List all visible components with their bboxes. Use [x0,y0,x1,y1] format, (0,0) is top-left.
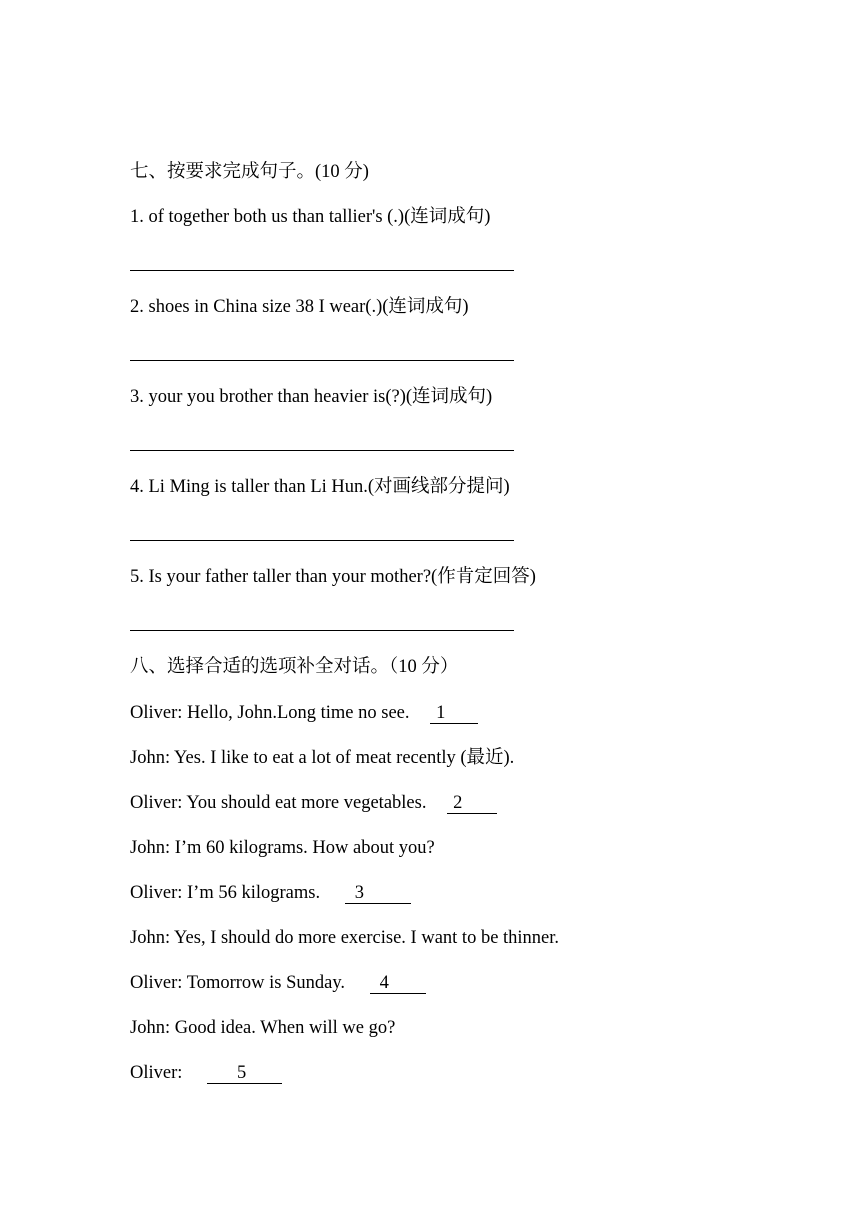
question-4: 4. Li Ming is taller than Li Hun.(对画线部分提问) [130,477,510,497]
dialogue-line-5 [130,882,411,904]
answer-line-3 [130,450,514,451]
answer-line-4 [130,540,514,541]
dialogue-line-6: John: Yes, I should do more exercise. I want to be thinner. [130,928,560,948]
dialogue-line-8: John: Good idea. When will we go? [130,1018,396,1038]
dialogue-line-1 [130,702,478,724]
dialogue-line-3 [130,792,497,814]
section-8-heading: 八、选择合适的选项补全对话。（10 分） [130,657,459,677]
dialogue-line-7 [130,972,426,994]
blank-number: 5 [237,1063,247,1083]
blank-2[interactable] [447,793,497,814]
dialogue-text: Oliver: [130,1063,183,1083]
dialogue-text: Oliver: You should eat more vegetables. [130,793,427,813]
answer-line-2 [130,360,514,361]
dialogue-line-9 [130,1062,282,1084]
question-3: 3. your you brother than heavier is(?)(连词成句) [130,387,493,407]
blank-1[interactable] [430,703,478,724]
question-5: 5. Is your father taller than your mother?(作肯定回答) [130,567,536,587]
section-7-heading: 七、按要求完成句子。(10 分) [130,162,369,182]
dialogue-text: Oliver: Tomorrow is Sunday. [130,973,346,993]
blank-number: 1 [436,703,446,723]
question-1: 1. of together both us than tallier's (.)(连词成句) [130,207,491,227]
answer-line-5 [130,630,514,631]
dialogue-text: Oliver: I’m 56 kilograms. [130,883,321,903]
blank-number: 4 [379,973,389,993]
blank-4[interactable] [370,973,426,994]
blank-3[interactable] [345,883,411,904]
dialogue-line-4: John: I’m 60 kilograms. How about you? [130,838,435,858]
dialogue-line-2: John: Yes. I like to eat a lot of meat recently (最近). [130,748,515,768]
blank-number: 3 [354,883,364,903]
question-2: 2. shoes in China size 38 I wear(.)(连词成句) [130,297,469,317]
blank-5[interactable] [207,1063,282,1084]
answer-line-1 [130,270,514,271]
blank-number: 2 [453,793,463,813]
dialogue-text: Oliver: Hello, John.Long time no see. [130,703,410,723]
